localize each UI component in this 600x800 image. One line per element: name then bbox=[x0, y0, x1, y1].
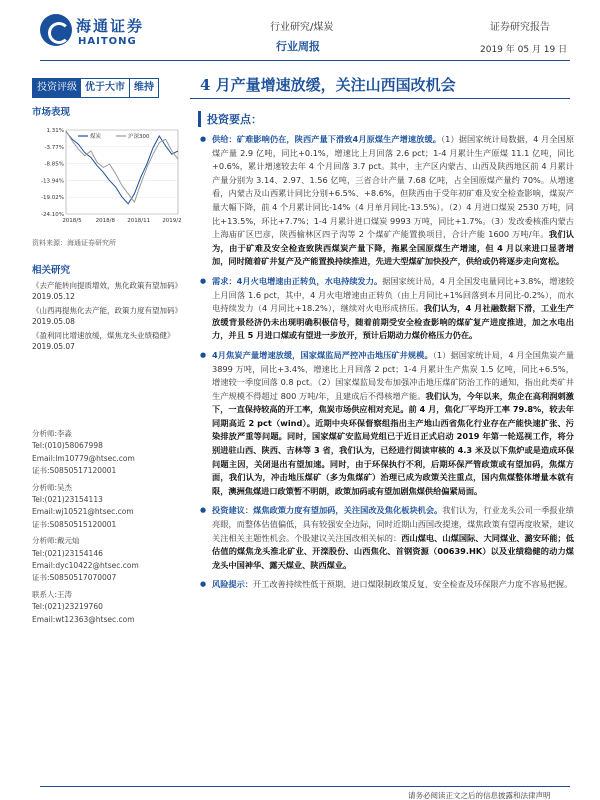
report-date: 2019 年 05 月 19 日 bbox=[480, 45, 568, 55]
para-emphasis: 我们认为，由于矿难及安全检查致陕西煤炭产量下降，拖累全国原煤生产增速，但 4 月以来进口显著增加，同时随着矿井复产及产能置换持续推进，先进大型煤矿加快投产，供给或仍将逐步走向宽松。 bbox=[212, 229, 574, 267]
analyst-line: 分析师:吴杰 bbox=[32, 482, 73, 492]
analyst-email[interactable]: Email:dyc10422@htsec.com bbox=[32, 561, 139, 571]
chart-source: 资料来源：海通证券研究所 bbox=[32, 239, 116, 247]
para-body: （1）据国家统计局数据，4 月全国原煤产量 2.9 亿吨，同比+0.1%，增速比上月回落 2.6 pct；1-4 月累计生产原煤 11.1 亿吨，同比+0.6%，累计增速较去年 4 个月回落 3.7 pct。其中，主产区内蒙古、山西及陕西地区前 4 月累计产量分别为 3.14、2.97、1.56 亿吨，三省合计产量 7.68 亿吨，占全国原煤产量约 70%。从增速看，内蒙古及山西累计同比分别+6.5%、+8.6%，但陕西由于受年初矿难及安全检查影响，煤炭产量大幅下降，前 4 个月累计同比-14%（4 月单月同比-13.5%）。（2）4 月进口煤炭 2530 万吨，同比+13.5%，环比+7.7%；1-4 月累计进口煤炭 9993 万吨，同比+1.7%。（3）发改委核准内蒙古上海庙矿区巴彦，陕西榆林区四子沟等 2 个煤矿产能置换项目，合计产能 1600 万吨/年。 bbox=[212, 134, 575, 240]
logo-en: HAITONG bbox=[78, 36, 137, 47]
related-item[interactable]: 《去产能转向提质增效，焦化政策有望加码》 bbox=[32, 281, 182, 290]
related-item[interactable]: 《盈利同比增速放缓，煤焦龙头业绩稳健》 bbox=[32, 331, 175, 340]
related-date: 2019.05.07 bbox=[32, 342, 75, 351]
chart-frame bbox=[66, 130, 178, 214]
report-category: 行业研究/煤炭 bbox=[270, 22, 334, 33]
demand-paragraph bbox=[198, 275, 574, 343]
investment-paragraph bbox=[198, 504, 574, 572]
y-tick-label: -3.77% bbox=[44, 144, 64, 151]
para-emphasis: 我们认为，今年以来，焦企在高利润刺激下，一直保持较高的开工率，焦炭市场供应相对充足。前 4 月，焦化厂平均开工率 79.8%，较去年同期高近 2 pct（wind）。近期中央环保督察组指出主产地山西省焦化行业存在产能快速扩张、污染排放严重等问题。同时，国家煤矿安监局党组已于近日正式启动 2019 年第一轮巡视工作，将分别进驻山西、陕西、吉林等 3 省，我们认为，已经进行阅读审核的 4.3 米及以下焦炉或是造成环保问题主因，关闭退出有望加速。同时，由于环保执行不利，后期环保严管政策或有望加码，焦煤方面，我们认为，冲击地压煤矿（多为焦煤矿）治理已成为政策关注重点，国内焦煤整体增量本就有限，澳洲焦煤进口政策暂不明朗，政策加码或有望加剧焦煤供给偏紧局面。 bbox=[212, 390, 574, 496]
analyst-line: Tel:(021)23154146 bbox=[32, 548, 103, 558]
market-chart-svg bbox=[32, 122, 184, 232]
rating-bar bbox=[32, 78, 159, 98]
analyst-line: 证书:S0850515120001 bbox=[32, 519, 117, 529]
para-lead: 风险提示： bbox=[212, 579, 253, 590]
x-tick-label: 2018/11 bbox=[127, 218, 151, 224]
report-header bbox=[0, 0, 600, 62]
series-line-hs300 bbox=[66, 131, 178, 202]
analyst-line: Tel:(021)23154113 bbox=[32, 495, 103, 505]
legend-label: 煤炭 bbox=[90, 134, 102, 140]
related-title: 相关研究 bbox=[32, 265, 71, 276]
analyst-line: 分析师:戴元灿 bbox=[32, 536, 80, 546]
analyst-email[interactable]: Email:wj10521@htsec.com bbox=[32, 507, 134, 517]
footer-disclaimer: 请务必阅读正文之后的信息披露和法律声明 bbox=[408, 791, 551, 800]
para-emphasis: 西山煤电、山煤国际、大同煤业、潞安环能；低估值的煤焦龙头淮北矿业、开滦股份、山西焦化、首钢资源（00639.HK）以及业绩稳健的动力煤龙头中国神华、露天煤业、陕西煤业。 bbox=[212, 532, 574, 570]
main-content bbox=[198, 108, 574, 592]
y-tick-label: -19.02% bbox=[41, 195, 64, 202]
sidebar bbox=[32, 104, 184, 352]
coke-paragraph bbox=[198, 349, 574, 499]
analyst-email[interactable]: Email:wt12363@htsec.com bbox=[32, 614, 135, 624]
rating-value: 优于大市 bbox=[85, 82, 125, 93]
related-date: 2019.05.08 bbox=[32, 317, 75, 326]
analyst-line: 分析师:李淼 bbox=[32, 429, 73, 438]
haitong-logo-icon bbox=[40, 14, 72, 46]
rating-label: 投资评级 bbox=[33, 79, 81, 97]
para-body: （1）据国家统计局，4 月全国焦炭产量 3899 万吨，同比+3.4%，增速比上月回落 2 pct；1-4 月累计生产焦炭 1.5 亿吨，同比+6.5%，增速较一季度回落 0.8 pct。（2）国家煤监局发布加强冲击地压煤矿防治工作的通知，指出此类矿井生产规模不得超过 800 万吨/年，且建成后不得核增产能。 bbox=[212, 349, 575, 401]
related-research bbox=[32, 262, 184, 352]
analyst-line: 证书:S0850517070007 bbox=[32, 573, 117, 583]
title-divider bbox=[190, 98, 570, 99]
market-chart bbox=[32, 122, 184, 232]
footer-divider bbox=[40, 786, 570, 787]
para-lead: 4月焦炭产量增速放缓，国家煤监局严控冲击地压矿井规模。 bbox=[212, 349, 433, 360]
analyst-contacts bbox=[32, 428, 184, 626]
analyst-line: Tel:(021)23219760 bbox=[32, 602, 103, 612]
haitong-logo bbox=[40, 12, 160, 56]
para-emphasis: 我们认为，4 月社融数据下滑，工业生产放缓背景经济仍未出现明确积极信号，随着前期受安全检查影响的煤矿复产进度推进，加之水电出力，并且 5 月进口煤或有望进一步放开，预计后期动力煤价格压力仍在。 bbox=[212, 303, 574, 341]
para-lead: 供给：矿难影响仍在，陕西产量下滑致4月原煤生产增速放缓。 bbox=[212, 134, 441, 144]
y-tick-label: -24.10% bbox=[41, 212, 64, 218]
rating-trend: 维持 bbox=[129, 79, 158, 97]
report-title: 4 月产量增速放缓，关注山西国改机会 bbox=[200, 76, 456, 94]
related-date: 2019.05.12 bbox=[32, 292, 75, 301]
y-tick-label: -8.85% bbox=[44, 161, 64, 168]
legend-label: 沪深300 bbox=[128, 134, 150, 140]
y-tick-label: 1.31% bbox=[46, 128, 64, 134]
key-points-title: 投资要点： bbox=[198, 111, 262, 127]
para-lead: 需求：4月火电增速由正转负，水电持续发力。 bbox=[212, 275, 383, 286]
para-body: 据国家统计局，4 月全国发电量同比+3.8%，增速较上月回落 1.6 pct，其中，4 月火电增速由正转负（由上月同比+1%回落到本月同比-0.2%），而水电持续发力（4 月同比+18.2%），继续对火电形成挤压。 bbox=[212, 275, 574, 314]
report-label: 证券研究报告 bbox=[490, 22, 550, 33]
analyst-line: 联系人:王涛 bbox=[32, 589, 73, 599]
para-lead: 投资建议：煤焦政策力度有望加码，关注国改及焦化板块机会。 bbox=[212, 505, 443, 516]
analyst-line: 证书:S0850517120001 bbox=[32, 466, 117, 476]
analyst-line: Tel:(010)58067998 bbox=[32, 441, 103, 451]
x-tick-label: 2018/8 bbox=[95, 218, 116, 224]
risk-paragraph bbox=[198, 578, 574, 592]
related-item[interactable]: 《山西再提焦化去产能，政策力度有望加码》 bbox=[32, 306, 182, 315]
market-title: 市场表现 bbox=[32, 107, 71, 118]
x-tick-label: 2019/2 bbox=[162, 218, 182, 224]
x-tick-label: 2018/5 bbox=[62, 218, 82, 224]
para-body: 我们认为，行业龙头公司一季报业绩亮眼，而整体估值偏低，具有较强安全边际，同时近期山西国改提速，煤焦政策有望再度收紧，建议关注相关主题性机会。个股建议关注国改相关标的： bbox=[212, 505, 574, 543]
report-type: 行业周报 bbox=[276, 40, 320, 53]
analyst-email[interactable]: Email:lm10779@htsec.com bbox=[32, 453, 135, 463]
header-divider bbox=[40, 60, 570, 61]
logo-cn: 海通证券 bbox=[76, 17, 145, 35]
series-line-coal bbox=[66, 132, 178, 204]
para-body: 开工改善持续性低于预期、进口煤限制政策反复、安全检查及环保限产力度不容易把握。 bbox=[252, 579, 573, 590]
y-tick-label: -13.94% bbox=[41, 178, 64, 185]
supply-paragraph bbox=[198, 133, 574, 269]
